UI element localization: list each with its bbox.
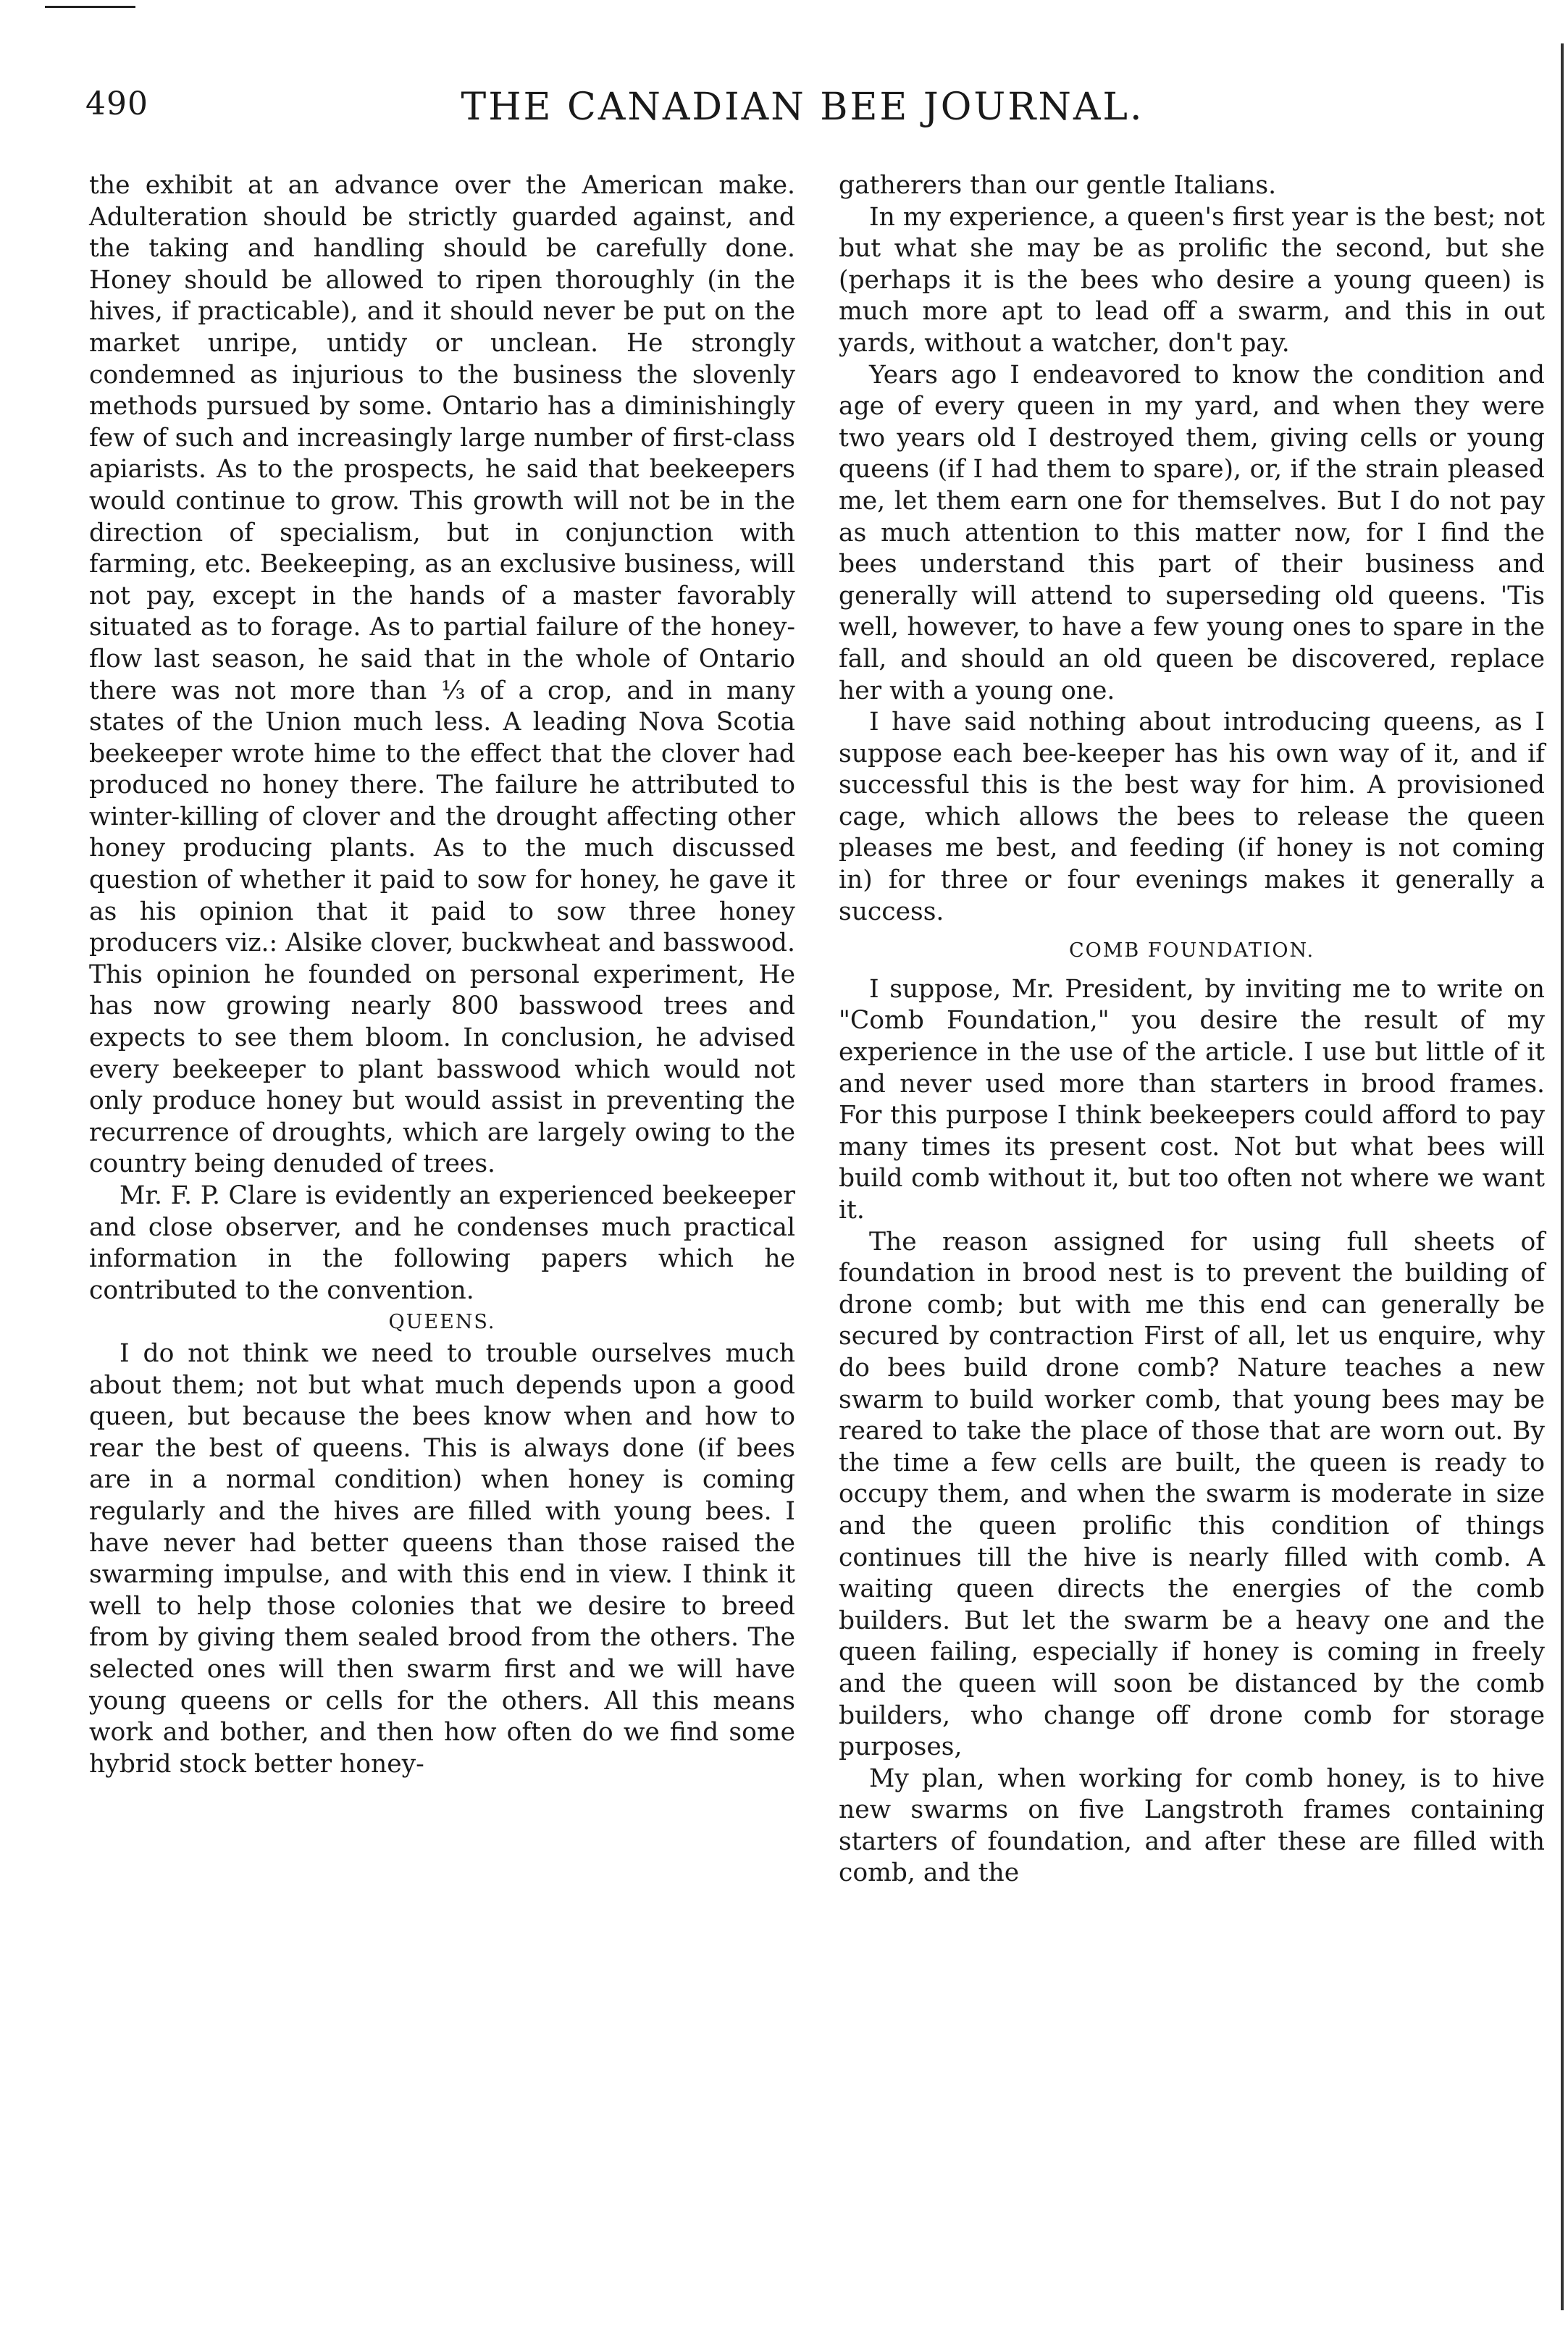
- paragraph: The reason assigned for using full sheets of foundation in brood nest is to prevent the building of drone comb; but with me this end can generally be secured by contraction First of all, let us enquire, why do bees build drone comb? Nature teaches a new swarm to build worker comb, that young bees may be reared to take the place of those that are worn out. By the time a few cells are built, the queen is ready to occupy them, and when the swarm is moderate in size and the queen prolific this condition of things continues till the hive is nearly filled with comb. A waiting queen directs the energies of the comb builders. But let the swarm be a heavy one and the queen failing, especially if honey is coming in freely and the queen will soon be distanced by the comb builders, who change off drone comb for storage purposes,: [839, 1227, 1545, 1762]
- paragraph: Years ago I endeavored to know the condition and age of every queen in my yard, and when they were two years old I destroyed them, giving cells or young queens (if I had them to spare), or, if the strain pleased me, let them earn one for themselves. But I do not pay as much attention to this matter now, for I find the bees understand this part of their business and generally will attend to superseding old queens. 'Tis well, however, to have a few young ones to spare in the fall, and should an old queen be discovered, replace her with a young one.: [839, 360, 1545, 705]
- paragraph: I have said nothing about introducing queens, as I suppose each bee-keeper has his own way of it, and if successful this is the best way for him. A provisioned cage, which allows the bees to release the queen pleases me best, and feeding (if honey is not coming in) for three or four evenings makes it generally a success.: [839, 708, 1545, 926]
- paragraph: the exhibit at an advance over the American make. Adulteration should be strictly guarded against, and the taking and handling should be carefully done. Honey should be allowed to ripen thoroughly (in the hives, if practicable), and it should never be put on the market unripe, untidy or unclean. He strongly condemned as injurious to the business the slovenly methods pursued by some. Ontario has a diminishingly few of such and increasingly large number of first-class apiarists. As to the prospects, he said that beekeepers would continue to grow. This growth will not be in the direction of specialism, but in conjunction with farming, etc. Beekeeping, as an exclusive business, will not pay, except in the hands of a master favorably situated as to forage. As to partial failure of the honey-flow last season, he said that in the whole of Ontario there was not more than ⅓ of a crop, and in many states of the Union much less. A leading Nova Scotia beekeeper wrote hime to the effect that the clover had produced no honey there. The failure he attributed to winter-killing of clover and the drought affecting other honey producing plants. As to the much discussed question of whether it paid to sow for honey, he gave it as his opinion that it paid to sow three honey producers viz.: Alsike clover, buckwheat and basswood. This opinion he founded on personal experiment, He has now growing nearly 800 basswood trees and expects to see them bloom. In conclusion, he advised every beekeeper to plant basswood which would not only produce honey but would assist in preventing the recurrence of droughts, which are largely owing to the country being denuded of trees.: [89, 171, 795, 1179]
- section-heading-comb-foundation: COMB FOUNDATION.: [1068, 939, 1315, 962]
- section-heading-queens: QUEENS.: [388, 1311, 496, 1334]
- left-column: [89, 170, 795, 1780]
- right-column: [839, 170, 1545, 1889]
- paragraph: Mr. F. P. Clare is evidently an experienced beekeeper and close observer, and he condenses much practical information in the following papers which he contributed to the convention.: [89, 1181, 795, 1305]
- top-rule: [45, 6, 135, 8]
- page-header: [85, 85, 1519, 143]
- page-edge-line: [1561, 43, 1564, 2310]
- paragraph: My plan, when working for comb honey, is to hive new swarms on five Langstroth frames containing starters of foundation, and after these are filled with comb, and the: [839, 1763, 1545, 1888]
- running-title: THE CANADIAN BEE JOURNAL.: [461, 85, 1144, 129]
- paragraph: I suppose, Mr. President, by inviting me to write on "Comb Foundation," you desire the result of my experience in the use of the article. I use but little of it and never used more than starters in brood frames. For this purpose I think beekeepers could afford to pay many times its present cost. Not but what bees will build comb without it, but too often not where we want it.: [839, 974, 1545, 1225]
- page-number: 490: [85, 85, 148, 122]
- paragraph: I do not think we need to trouble ourselves much about them; not but what much depends upon a good queen, but because the bees know when and how to rear the best of queens. This is always done (if bees are in a normal condition) when honey is coming regularly and the hives are filled with young bees. I have never had better queens than those raised the swarming impulse, and with this end in view. I think it well to help those colonies that we desire to breed from by giving them sealed brood from the others. The selected ones will then swarm first and we will have young queens or cells for the others. All this means work and bother, and then how often do we find some hybrid stock better honey-: [89, 1338, 795, 1779]
- paragraph: gatherers than our gentle Italians.: [839, 171, 1277, 200]
- paragraph: In my experience, a queen's first year is the best; not but what she may be as prolific the second, but she (perhaps it is the bees who desire a young queen) is much more apt to lead off a swarm, and this in out yards, without a watcher, don't pay.: [839, 202, 1545, 358]
